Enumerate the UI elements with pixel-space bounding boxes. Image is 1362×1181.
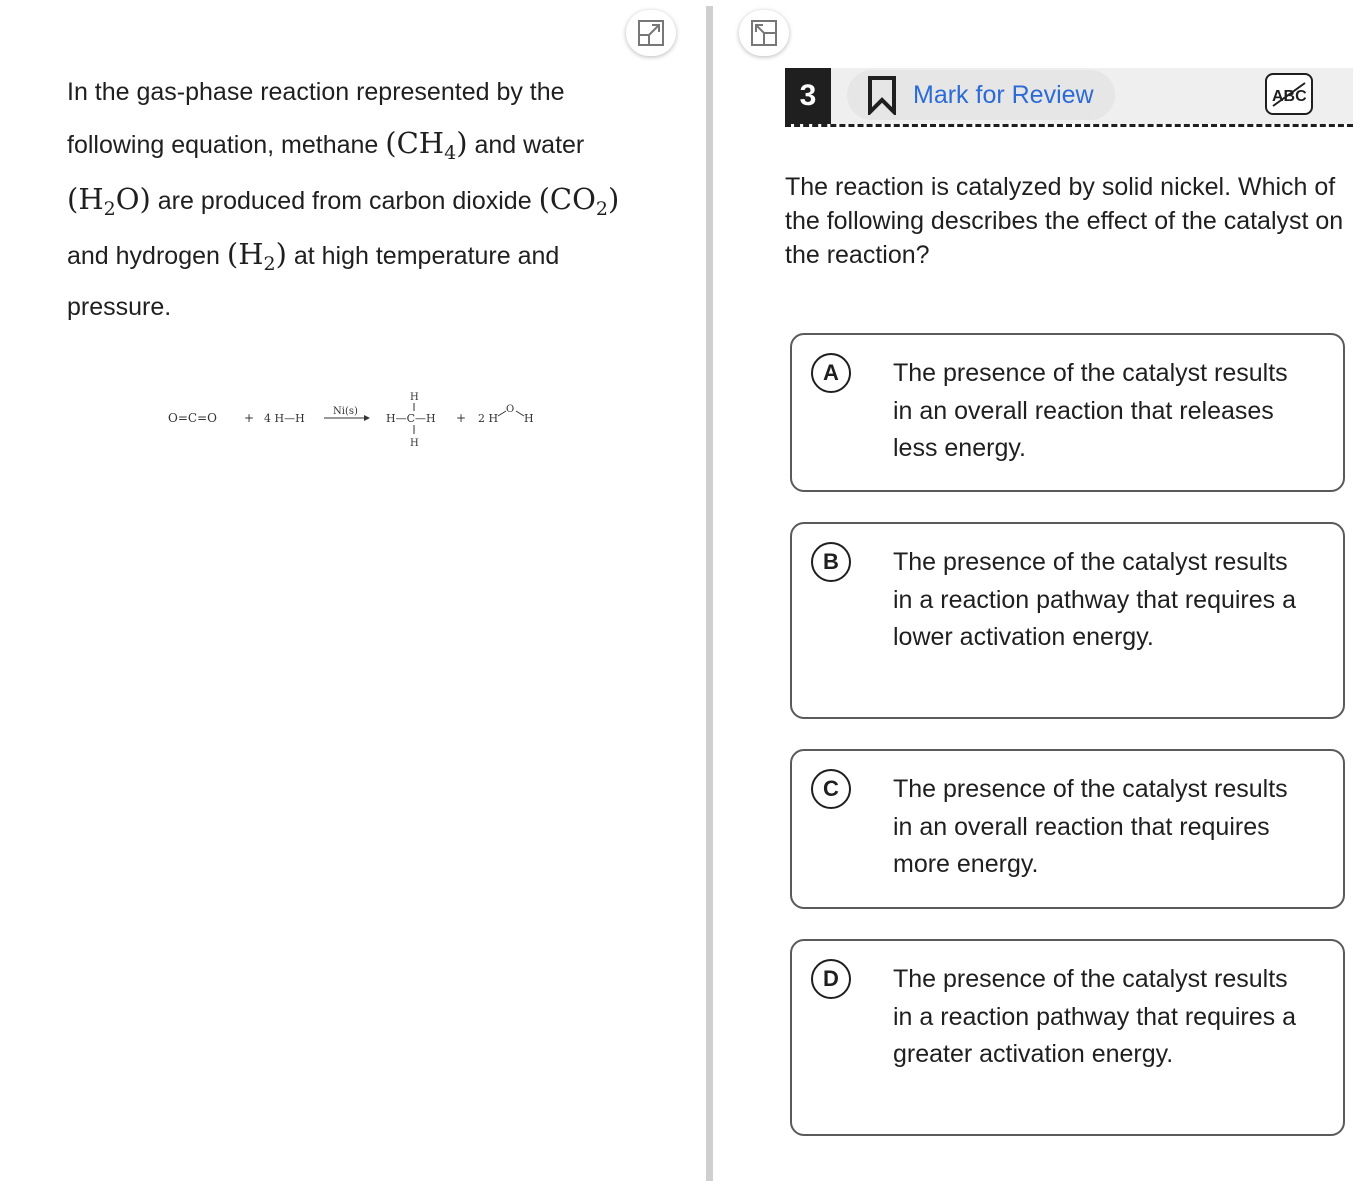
water-formula: $(H_2O)$ — [67, 181, 151, 220]
choice-letter-d: D — [811, 959, 851, 999]
co2-formula: $(CO_2)$ — [538, 181, 620, 220]
bookmark-icon — [867, 75, 897, 115]
eq-plus-2: + — [456, 411, 467, 425]
eq-catalyst: Ni(s) — [333, 406, 358, 417]
choice-text-c: The presence of the catalyst results in an overall reaction that requires more energy. — [893, 775, 1288, 878]
eq-ch4-mid: H—C—H — [386, 412, 436, 425]
passage-line: pressure. — [67, 293, 172, 322]
choice-text-a: The presence of the catalyst results in an overall reaction that releases less energy. — [893, 359, 1288, 462]
eq-water-o: O — [506, 404, 515, 415]
question-prompt: The reaction is catalyzed by solid nickel. Which of the following describes the effect of the catalyst on the reaction? — [785, 173, 1344, 269]
methane-formula: $(CH_4)$ — [385, 126, 468, 164]
answer-choice-d[interactable] — [790, 939, 1345, 1136]
passage-line: following equation, methane $(CH_4)$ and water — [67, 126, 585, 164]
expand-pane-button[interactable] — [626, 10, 676, 56]
eq-bond — [498, 411, 506, 416]
passage-line: $(H_2O)$ are produced from carbon dioxide $(CO_2)$ — [67, 181, 620, 220]
eq-arrow-head — [364, 415, 370, 421]
eq-ch4-bottom: H — [410, 438, 419, 449]
choice-letter-b: B — [811, 542, 851, 582]
choice-letter-c: C — [811, 769, 851, 809]
collapse-icon — [749, 18, 779, 48]
reaction-equation — [160, 384, 550, 454]
choice-letter-a: A — [811, 353, 851, 393]
pane-divider[interactable] — [706, 6, 713, 1181]
question-number: 3 — [785, 68, 831, 124]
answer-eliminator-button[interactable] — [1265, 73, 1313, 115]
eq-plus-1: + — [244, 411, 255, 425]
hydrogen-formula: $(H_2)$ — [226, 237, 287, 276]
mark-for-review-button[interactable] — [847, 70, 1115, 120]
eq-ch4-top: H — [410, 392, 419, 403]
answer-choice-b[interactable] — [790, 522, 1345, 719]
question-header — [785, 68, 1353, 124]
answer-choice-a[interactable] — [790, 333, 1345, 492]
expand-icon — [636, 18, 666, 48]
passage-text — [67, 68, 627, 331]
choice-text-b: The presence of the catalyst results in a reaction pathway that requires a lower activation energy. — [893, 548, 1297, 651]
abc-strikethrough-icon — [1269, 80, 1309, 108]
question-pane — [713, 0, 1362, 1181]
passage-line: In the gas-phase reaction represented by the — [67, 78, 565, 106]
header-divider — [785, 124, 1353, 127]
eq-water-coef: 2 H — [478, 412, 499, 425]
choice-text-d: The presence of the catalyst results in a reaction pathway that requires a greater activation energy. — [893, 965, 1297, 1068]
passage-line: and hydrogen $(H_2)$ at high temperature and — [67, 237, 560, 276]
collapse-pane-button[interactable] — [739, 10, 789, 56]
eq-bond — [516, 411, 524, 416]
eq-water-h: H — [524, 412, 534, 425]
answer-choice-c[interactable] — [790, 749, 1345, 909]
eq-hydrogen: 4 H—H — [264, 412, 305, 425]
eq-co2: O=C=O — [168, 411, 217, 425]
svg-text:ABC: ABC — [1272, 88, 1307, 105]
mark-for-review-label: Mark for Review — [913, 80, 1094, 109]
reaction-diagram — [160, 384, 550, 454]
